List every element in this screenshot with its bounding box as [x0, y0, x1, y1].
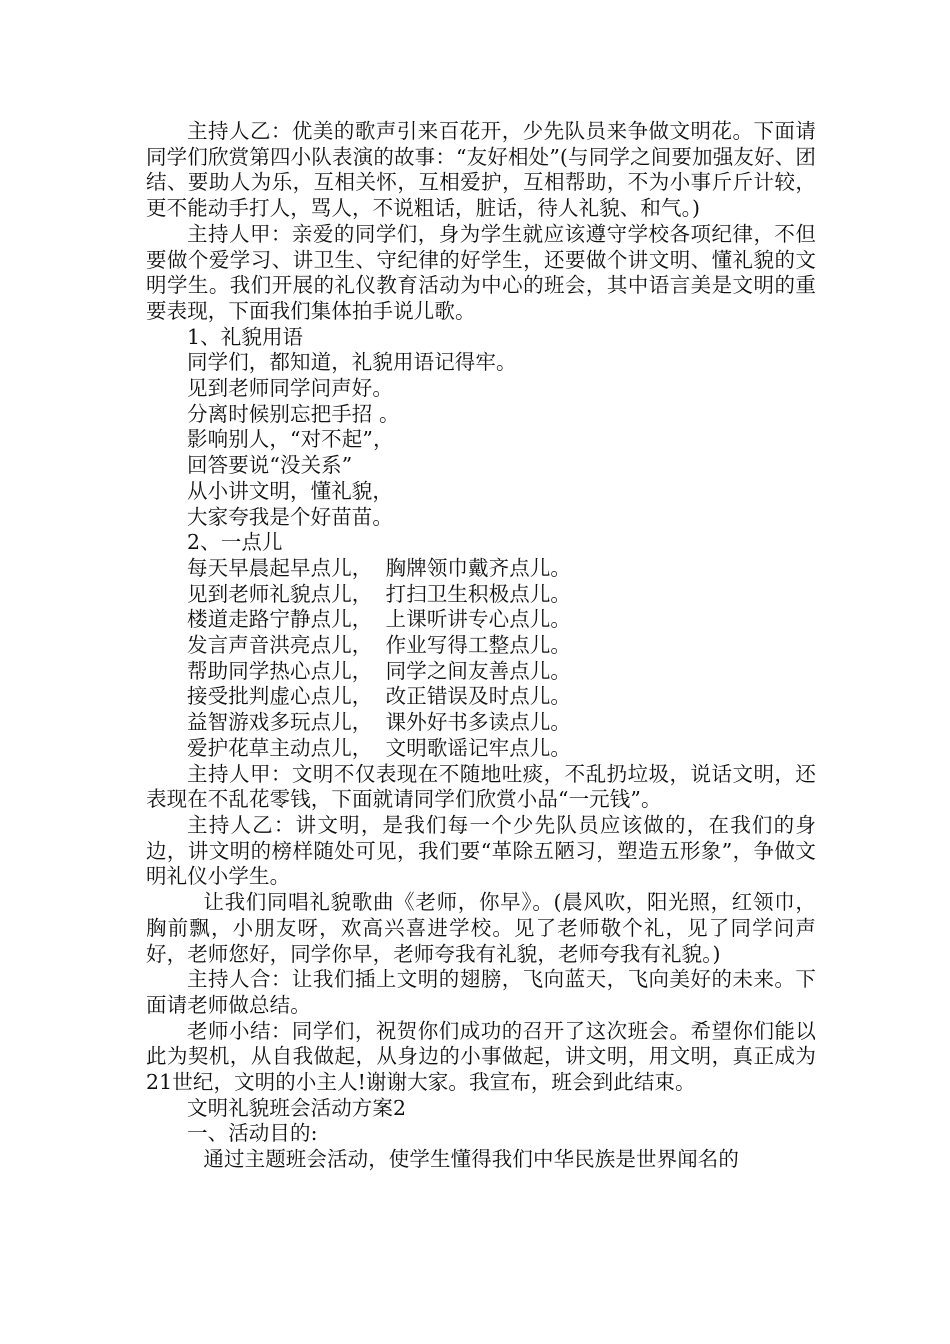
plan2-title: 文明礼貌班会活动方案2	[187, 1095, 407, 1120]
poem2-line: 发言声音洪亮点儿， 作业写得工整点儿。	[187, 633, 572, 658]
paragraph-teacher-summary: 老师小结：同学们，祝贺你们成功的召开了这次班会。希望你们能以此为契机，从自我做起，从身边的小事做起，讲文明，用文明，真正成为21世纪，文明的小主人!谢谢大家。我宣布，班会到此结束。	[146, 1018, 816, 1095]
poem1-line: 影响别人，“对不起”，	[187, 427, 394, 452]
paragraph-host-together: 主持人合：让我们插上文明的翅膀，飞向蓝天，飞向美好的未来。下面请老师做总结。	[146, 967, 816, 1017]
poem1-line: 大家夸我是个好苗苗。	[187, 504, 393, 529]
poem2-line: 楼道走路宁静点儿， 上课听讲专心点儿。	[187, 607, 572, 632]
poem2-line: 益智游戏多玩点儿， 课外好书多读点儿。	[187, 710, 572, 735]
poem1-line: 从小讲文明，懂礼貌，	[187, 478, 393, 503]
poem2-line: 见到老师礼貌点儿， 打扫卫生积极点儿。	[187, 581, 572, 606]
poem2-line: 接受批判虚心点儿， 改正错误及时点儿。	[187, 684, 572, 709]
poem1-line: 同学们，都知道，礼貌用语记得牢。	[187, 350, 517, 375]
paragraph-host-a-one-yuan: 主持人甲：文明不仅表现在不随地吐痰，不乱扔垃圾，说话文明，还表现在不乱花零钱，下面就请同学们欣赏小品“一元钱”。	[146, 761, 816, 812]
paragraph-host-b-story: 主持人乙：优美的歌声引来百花开，少先队员来争做文明花。下面请同学们欣赏第四小队表演的故事：“友好相处”(与同学之间要加强友好、团结、要助人为乐，互相关怀，互相爱护，互相帮助，不为小事斤斤计较，更不能动手打人，骂人，不说粗话，脏话，待人礼貌、和气。)	[146, 119, 816, 221]
plan2-paragraph: 通过主题班会活动，使学生懂得我们中华民族是世界闻名的	[203, 1147, 739, 1172]
paragraph-song: 让我们同唱礼貌歌曲《老师，你早》。(晨风吹，阳光照，红领巾，胸前飘，小朋友呀，欢高兴喜进学校。见了老师敬个礼，见了同学问声好，老师您好，同学你早，老师夸我有礼貌，老师夸我有礼貌。)	[146, 890, 816, 966]
poem1-line: 分离时候别忘把手招 。	[187, 401, 400, 426]
section-heading-a-little: 2、一点儿	[187, 530, 283, 555]
poem1-line: 回答要说“没关系”	[187, 453, 353, 478]
poem2-line: 爱护花草主动点儿， 文明歌谣记牢点儿。	[187, 735, 572, 760]
poem2-line: 每天早晨起早点儿， 胸牌领巾戴齐点儿。	[187, 555, 572, 580]
paragraph-host-b-civility: 主持人乙：讲文明，是我们每一个少先队员应该做的，在我们的身边，讲文明的榜样随处可见，我们要“革除五陋习，塑造五形象”，争做文明礼仪小学生。	[146, 812, 816, 889]
document-body	[146, 119, 816, 1173]
plan2-section-purpose: 一、活动目的:	[187, 1121, 318, 1146]
poem2-line: 帮助同学热心点儿， 同学之间友善点儿。	[187, 658, 572, 683]
paragraph-host-a-intro: 主持人甲：亲爱的同学们，身为学生就应该遵守学校各项纪律，不但要做个爱学习、讲卫生、守纪律的好学生，还要做个讲文明、懂礼貌的文明学生。我们开展的礼仪教育活动为中心的班会，其中语言美是文明的重要表现，下面我们集体拍手说儿歌。	[146, 221, 816, 323]
section-heading-polite-words: 1、礼貌用语	[187, 324, 304, 349]
poem1-line: 见到老师同学问声好。	[187, 376, 393, 401]
